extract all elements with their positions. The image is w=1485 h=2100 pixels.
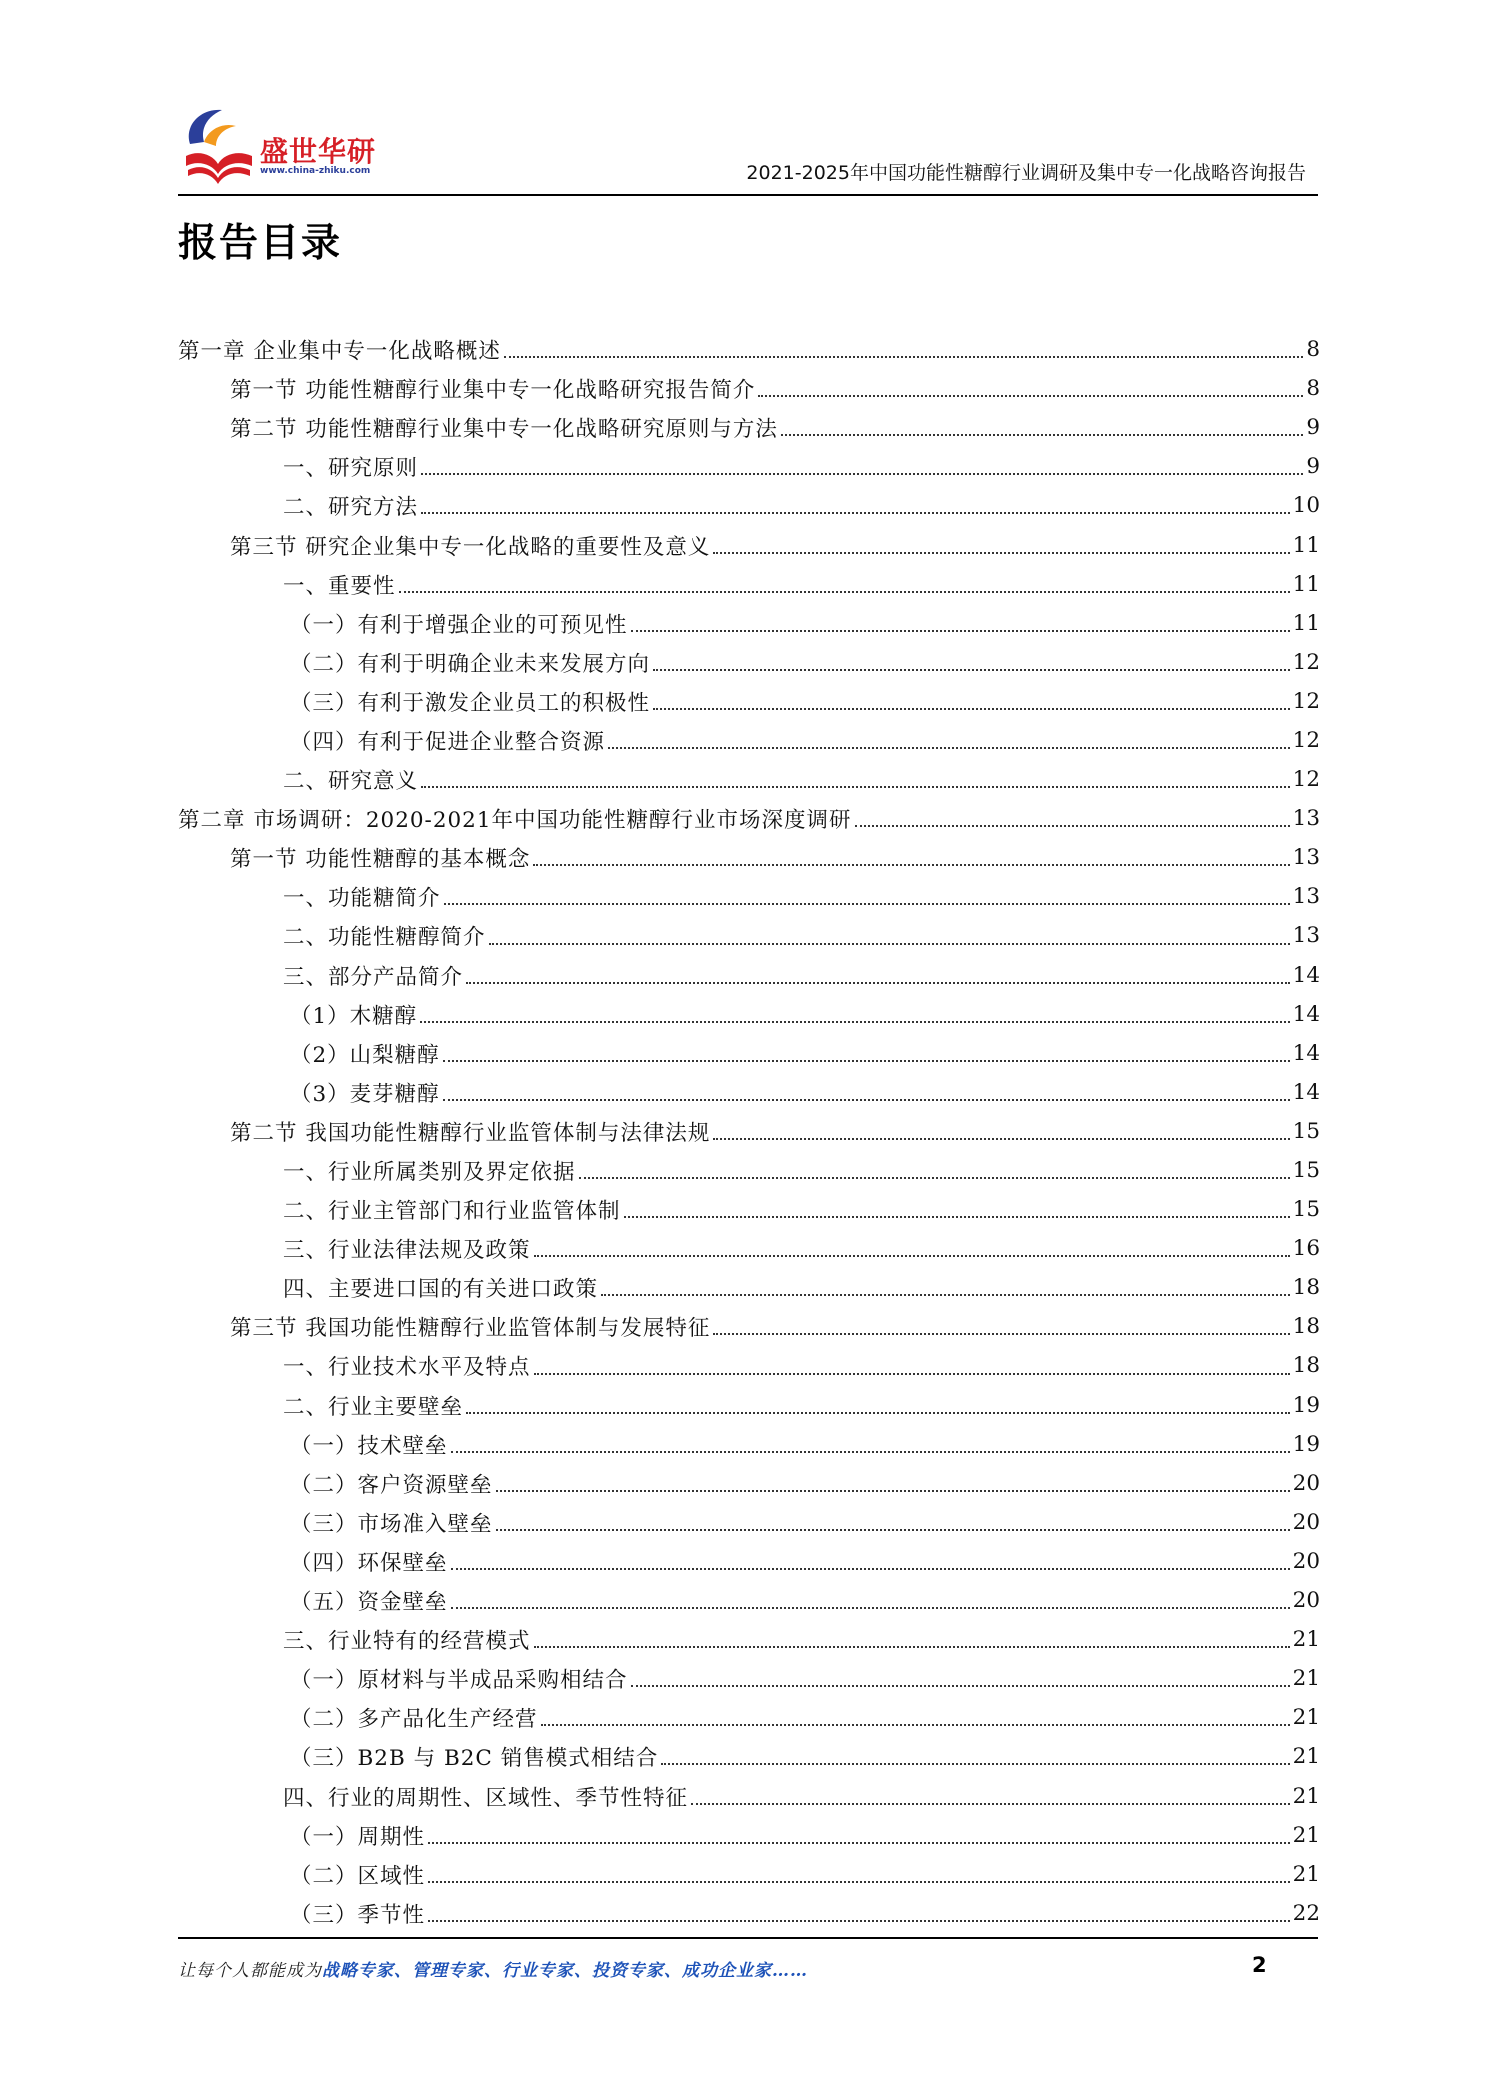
toc-entry-label: 第二节 功能性糖醇行业集中专一化战略研究原则与方法 xyxy=(230,417,778,443)
toc-entry[interactable] xyxy=(178,486,1320,525)
toc-entry[interactable] xyxy=(178,1620,1320,1659)
toc-dot-leader xyxy=(653,707,1290,710)
toc-entry-label: 第三节 我国功能性糖醇行业监管体制与发展特征 xyxy=(230,1316,711,1342)
toc-entry-page: 21 xyxy=(1292,1627,1320,1653)
toc-dot-leader xyxy=(653,668,1290,671)
toc-dot-leader xyxy=(758,394,1303,397)
toc-entry[interactable] xyxy=(178,799,1320,838)
toc-dot-leader xyxy=(855,824,1290,827)
toc-entry-label: （四）环保壁垒 xyxy=(290,1550,448,1576)
toc-entry-page: 14 xyxy=(1292,1001,1320,1027)
toc-entry-label: 第一节 功能性糖醇行业集中专一化战略研究报告简介 xyxy=(230,378,756,404)
toc-entry-label: （3）麦芽糖醇 xyxy=(290,1081,440,1107)
toc-dot-leader xyxy=(466,981,1290,984)
toc-dot-leader xyxy=(428,1919,1290,1922)
toc-entry[interactable] xyxy=(178,1581,1320,1620)
toc-entry-page: 10 xyxy=(1292,493,1320,519)
report-title: 2021-2025年中国功能性糖醇行业调研及集中专一化战略咨询报告 xyxy=(746,162,1306,184)
toc-entry-label: 一、研究原则 xyxy=(283,456,419,482)
toc-entry[interactable] xyxy=(178,1503,1320,1542)
toc-dot-leader xyxy=(661,1762,1289,1765)
toc-entry-page: 11 xyxy=(1292,571,1320,597)
toc-entry-label: 第三节 研究企业集中专一化战略的重要性及意义 xyxy=(230,534,711,560)
toc-entry[interactable] xyxy=(178,956,1320,995)
toc-entry-page: 21 xyxy=(1292,1861,1320,1887)
toc-entry-label: 一、重要性 xyxy=(283,573,396,599)
toc-dot-leader xyxy=(624,1215,1290,1218)
toc-entry[interactable] xyxy=(178,1894,1320,1933)
toc-dot-leader xyxy=(443,1098,1290,1101)
toc-entry-page: 12 xyxy=(1292,649,1320,675)
toc-entry-label: （五）资金壁垒 xyxy=(290,1590,448,1616)
toc-entry-label: 二、研究方法 xyxy=(283,495,419,521)
toc-entry-page: 11 xyxy=(1292,532,1320,558)
page-number: 2 xyxy=(1252,1953,1267,1977)
toc-entry[interactable] xyxy=(178,1190,1320,1229)
toc-entry-page: 20 xyxy=(1292,1588,1320,1614)
logo-name: 盛世华研 xyxy=(260,135,377,168)
toc-dot-leader xyxy=(444,902,1290,905)
toc-entry-page: 13 xyxy=(1292,884,1320,910)
toc-entry-label: （一）有利于增强企业的可预见性 xyxy=(290,612,628,638)
toc-entry-page: 21 xyxy=(1292,1666,1320,1692)
slogan-accent: 战略专家、管理专家、行业专家、投资专家、成功企业家…… xyxy=(322,1961,808,1981)
toc-dot-leader xyxy=(601,1293,1290,1296)
toc-entry[interactable] xyxy=(178,838,1320,877)
toc-entry[interactable] xyxy=(178,682,1320,721)
toc-entry-page: 21 xyxy=(1292,1783,1320,1809)
toc-entry[interactable] xyxy=(178,604,1320,643)
toc-dot-leader xyxy=(443,1059,1290,1062)
toc-entry-page: 8 xyxy=(1306,376,1320,402)
toc-entry-page: 21 xyxy=(1292,1822,1320,1848)
toc-dot-leader xyxy=(466,1411,1290,1414)
toc-entry-label: （三）有利于激发企业员工的积极性 xyxy=(290,690,651,716)
page-header xyxy=(178,100,1318,196)
toc-entry[interactable] xyxy=(178,721,1320,760)
toc-dot-leader xyxy=(399,590,1290,593)
toc-entry[interactable] xyxy=(178,565,1320,604)
toc-dot-leader xyxy=(713,551,1289,554)
toc-dot-leader xyxy=(428,1841,1290,1844)
toc-dot-leader xyxy=(489,942,1290,945)
toc-entry-label: 二、功能性糖醇简介 xyxy=(283,925,486,951)
toc-dot-leader xyxy=(421,785,1290,788)
toc-entry-page: 9 xyxy=(1306,454,1320,480)
toc-entry-page: 18 xyxy=(1292,1314,1320,1340)
footer-slogan xyxy=(178,1956,808,1981)
toc-dot-leader xyxy=(781,433,1303,436)
toc-entry[interactable] xyxy=(178,1737,1320,1776)
toc-dot-leader xyxy=(608,746,1290,749)
header-divider xyxy=(178,194,1318,196)
toc-entry-label: 三、行业法律法规及政策 xyxy=(283,1238,531,1264)
toc-dot-leader xyxy=(579,1176,1290,1179)
toc-entry[interactable] xyxy=(178,1425,1320,1464)
toc-entry[interactable] xyxy=(178,643,1320,682)
toc-entry-page: 9 xyxy=(1306,415,1320,441)
toc-entry-page: 15 xyxy=(1292,1197,1320,1223)
toc-entry-label: （1）木糖醇 xyxy=(290,1003,418,1029)
toc-dot-leader xyxy=(713,1332,1289,1335)
toc-dot-leader xyxy=(421,511,1290,514)
logo-url: www.china-zhiku.com xyxy=(260,166,371,176)
toc-entry-page: 19 xyxy=(1292,1431,1320,1457)
toc-entry[interactable] xyxy=(178,916,1320,955)
toc-entry-page: 15 xyxy=(1292,1158,1320,1184)
toc-entry[interactable] xyxy=(178,1776,1320,1815)
toc-entry-label: （一）周期性 xyxy=(290,1824,426,1850)
toc-entry-label: （一）原材料与半成品采购相结合 xyxy=(290,1668,628,1694)
toc-entry[interactable] xyxy=(178,408,1320,447)
toc-entry-label: 第二章 市场调研：2020-2021年中国功能性糖醇行业市场深度调研 xyxy=(178,808,852,834)
toc-entry-label: 四、主要进口国的有关进口政策 xyxy=(283,1277,599,1303)
toc-entry[interactable] xyxy=(178,447,1320,486)
toc-entry-page: 20 xyxy=(1292,1509,1320,1535)
toc-entry-page: 21 xyxy=(1292,1744,1320,1770)
toc-entry-page: 14 xyxy=(1292,962,1320,988)
toc-entry[interactable] xyxy=(178,1855,1320,1894)
toc-entry-page: 11 xyxy=(1292,610,1320,636)
toc-entry-page: 18 xyxy=(1292,1353,1320,1379)
toc-entry[interactable] xyxy=(178,1073,1320,1112)
toc-entry-page: 13 xyxy=(1292,923,1320,949)
toc-dot-leader xyxy=(534,1254,1290,1257)
toc-entry[interactable] xyxy=(178,1659,1320,1698)
toc-entry-label: 三、部分产品简介 xyxy=(283,964,464,990)
toc-entry-page: 12 xyxy=(1292,767,1320,793)
table-of-contents xyxy=(178,330,1320,1933)
toc-entry-page: 13 xyxy=(1292,845,1320,871)
toc-entry-label: （三）季节性 xyxy=(290,1902,426,1928)
toc-dot-leader xyxy=(451,1567,1290,1570)
toc-entry-page: 14 xyxy=(1292,1040,1320,1066)
toc-entry-page: 16 xyxy=(1292,1236,1320,1262)
toc-entry-label: 二、行业主管部门和行业监管体制 xyxy=(283,1199,621,1225)
toc-dot-leader xyxy=(421,472,1303,475)
toc-entry[interactable] xyxy=(178,1698,1320,1737)
toc-entry-label: 第一节 功能性糖醇的基本概念 xyxy=(230,847,531,873)
toc-dot-leader xyxy=(534,1372,1290,1375)
toc-entry-label: （2）山梨糖醇 xyxy=(290,1042,440,1068)
toc-dot-leader xyxy=(534,1645,1290,1648)
toc-dot-leader xyxy=(533,863,1289,866)
toc-entry-label: （三）市场准入壁垒 xyxy=(290,1511,493,1537)
logo-book-icon xyxy=(178,104,258,188)
toc-dot-leader xyxy=(691,1802,1290,1805)
toc-entry[interactable] xyxy=(178,760,1320,799)
toc-entry[interactable] xyxy=(178,369,1320,408)
toc-entry-page: 13 xyxy=(1292,806,1320,832)
toc-entry[interactable] xyxy=(178,330,1320,369)
toc-entry-page: 22 xyxy=(1292,1900,1320,1926)
toc-entry-page: 12 xyxy=(1292,688,1320,714)
toc-entry-label: 三、行业特有的经营模式 xyxy=(283,1629,531,1655)
toc-entry-page: 20 xyxy=(1292,1470,1320,1496)
toc-dot-leader xyxy=(631,1684,1290,1687)
toc-entry-page: 18 xyxy=(1292,1275,1320,1301)
toc-dot-leader xyxy=(451,1606,1290,1609)
toc-entry-label: （二）有利于明确企业未来发展方向 xyxy=(290,651,651,677)
toc-dot-leader xyxy=(451,1450,1290,1453)
toc-entry-label: （三）B2B 与 B2C 销售模式相结合 xyxy=(290,1746,659,1772)
toc-entry[interactable] xyxy=(178,995,1320,1034)
toc-entry[interactable] xyxy=(178,1034,1320,1073)
toc-dot-leader xyxy=(541,1723,1290,1726)
toc-entry-label: 二、研究意义 xyxy=(283,769,419,795)
toc-dot-leader xyxy=(713,1137,1289,1140)
toc-entry-label: 一、行业所属类别及界定依据 xyxy=(283,1160,576,1186)
toc-dot-leader xyxy=(496,1528,1290,1531)
toc-dot-leader xyxy=(428,1880,1290,1883)
toc-entry[interactable] xyxy=(178,1464,1320,1503)
toc-entry[interactable] xyxy=(178,1816,1320,1855)
toc-entry[interactable] xyxy=(178,1229,1320,1268)
toc-entry[interactable] xyxy=(178,1112,1320,1151)
toc-entry-page: 12 xyxy=(1292,727,1320,753)
footer-divider xyxy=(178,1937,1318,1939)
toc-entry[interactable] xyxy=(178,1346,1320,1385)
toc-entry-label: 第一章 企业集中专一化战略概述 xyxy=(178,339,501,365)
toc-entry-page: 8 xyxy=(1306,337,1320,363)
toc-entry[interactable] xyxy=(178,1307,1320,1346)
toc-entry-page: 15 xyxy=(1292,1118,1320,1144)
toc-entry-label: 四、行业的周期性、区域性、季节性特征 xyxy=(283,1785,689,1811)
toc-entry[interactable] xyxy=(178,877,1320,916)
toc-dot-leader xyxy=(504,355,1303,358)
toc-entry-label: 第二节 我国功能性糖醇行业监管体制与法律法规 xyxy=(230,1120,711,1146)
toc-dot-leader xyxy=(496,1489,1290,1492)
toc-entry[interactable] xyxy=(178,1542,1320,1581)
toc-entry-page: 19 xyxy=(1292,1392,1320,1418)
toc-entry-label: （二）多产品化生产经营 xyxy=(290,1707,538,1733)
toc-entry[interactable] xyxy=(178,525,1320,564)
toc-entry-label: 一、功能糖简介 xyxy=(283,886,441,912)
toc-entry-label: 一、行业技术水平及特点 xyxy=(283,1355,531,1381)
toc-entry[interactable] xyxy=(178,1268,1320,1307)
toc-entry-label: （一）技术壁垒 xyxy=(290,1433,448,1459)
toc-dot-leader xyxy=(420,1020,1289,1023)
toc-entry-page: 20 xyxy=(1292,1548,1320,1574)
slogan-prefix: 让每个人都能成为 xyxy=(178,1961,322,1981)
toc-entry-page: 14 xyxy=(1292,1079,1320,1105)
toc-entry[interactable] xyxy=(178,1386,1320,1425)
toc-entry-page: 21 xyxy=(1292,1705,1320,1731)
toc-entry-label: （二）客户资源壁垒 xyxy=(290,1472,493,1498)
toc-entry[interactable] xyxy=(178,1151,1320,1190)
toc-entry-label: （二）区域性 xyxy=(290,1863,426,1889)
toc-dot-leader xyxy=(631,629,1290,632)
toc-entry-label: 二、行业主要壁垒 xyxy=(283,1394,464,1420)
page-title: 报告目录 xyxy=(178,221,343,266)
toc-entry-label: （四）有利于促进企业整合资源 xyxy=(290,729,606,755)
